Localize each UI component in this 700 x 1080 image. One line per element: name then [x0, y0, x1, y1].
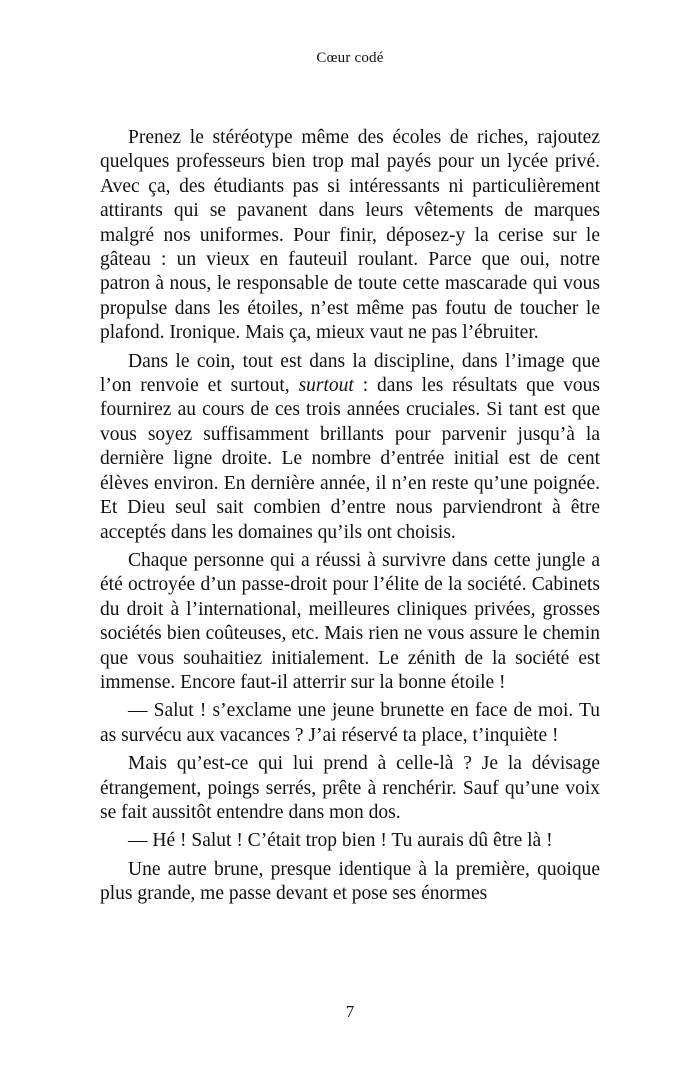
paragraph-3-text: Chaque personne qui a réussi à survivre dans cette jungle a été octroyée d’un passe-droit pour l’élite de la société. Cabinets du droit à l’international, meilleures cliniques privées, grosses sociétés bien coûteuses, etc. Mais rien ne vous assure le chemin que vous souhaitiez initialement. Le zénith de la société est immense. Encore faut-il atterrir sur la bonne étoile !	[100, 549, 600, 693]
paragraph-2-text-end: : dans les résultats que vous fournirez au cours de ces trois années cruciales. Si tant est que vous soyez suffisamment brillants pour parvenir jusqu’à la dernière ligne droite. Le nombre d’entrée initial est de cent élèves environ. En dernière année, il n’en reste qu’une poignée. Et Dieu seul sait combien d’entre nous parviendront à être acceptés dans les domaines qu’ils ont choisis.	[100, 375, 600, 543]
running-header: Cœur codé	[316, 50, 384, 66]
paragraph-1	[100, 126, 600, 346]
paragraph-5-text: Mais qu’est-ce qui lui prend à celle-là ? Je la dévisage étrangement, poings serrés, prête à renchérir. Sauf qu’une voix se fait aussitôt entendre dans mon dos.	[100, 753, 600, 823]
dialogue-line-1	[100, 699, 600, 748]
paragraph-2	[100, 350, 600, 545]
body-text	[100, 126, 600, 907]
paragraph-5	[100, 752, 600, 825]
paragraph-2-text-start: Dans le coin, tout est dans la discipline, dans l’image que l’on renvoie et surtout,	[100, 350, 600, 397]
dialogue-line-1-text: — Salut ! s’exclame une jeune brunette en face de moi. Tu as survécu aux vacances ? J’ai réservé ta place, t’inquiète !	[100, 700, 600, 746]
paragraph-3	[100, 549, 600, 695]
paragraph-2-emphasis: surtout	[298, 375, 354, 397]
page-number: 7	[345, 1002, 355, 1021]
dialogue-line-2	[100, 829, 600, 853]
paragraph-1-text: Prenez le stéréotype même des écoles de riches, rajoutez quelques professeurs bien trop mal payés pour un lycée privé. Avec ça, des étudiants pas si intéressants ni particulièrement attirants qui se pavanent dans leurs vêtements de marques malgré nos uniformes. Pour finir, déposez-y la cerise sur le gâteau : un vieux en fauteuil roulant. Parce que oui, notre patron à nous, le responsable de toute cette mascarade qui vous propulse dans les étoiles, n’est même pas foutu de toucher le plafond. Ironique. Mais ça, mieux vaut ne pas l’ébruiter.	[100, 127, 600, 344]
dialogue-line-2-text: — Hé ! Salut ! C’était trop bien ! Tu aurais dû être là !	[128, 830, 553, 852]
paragraph-7-text: Une autre brune, presque identique à la première, quoique plus grande, me passe devant et pose ses énormes	[100, 858, 600, 905]
paragraph-7	[100, 858, 600, 907]
